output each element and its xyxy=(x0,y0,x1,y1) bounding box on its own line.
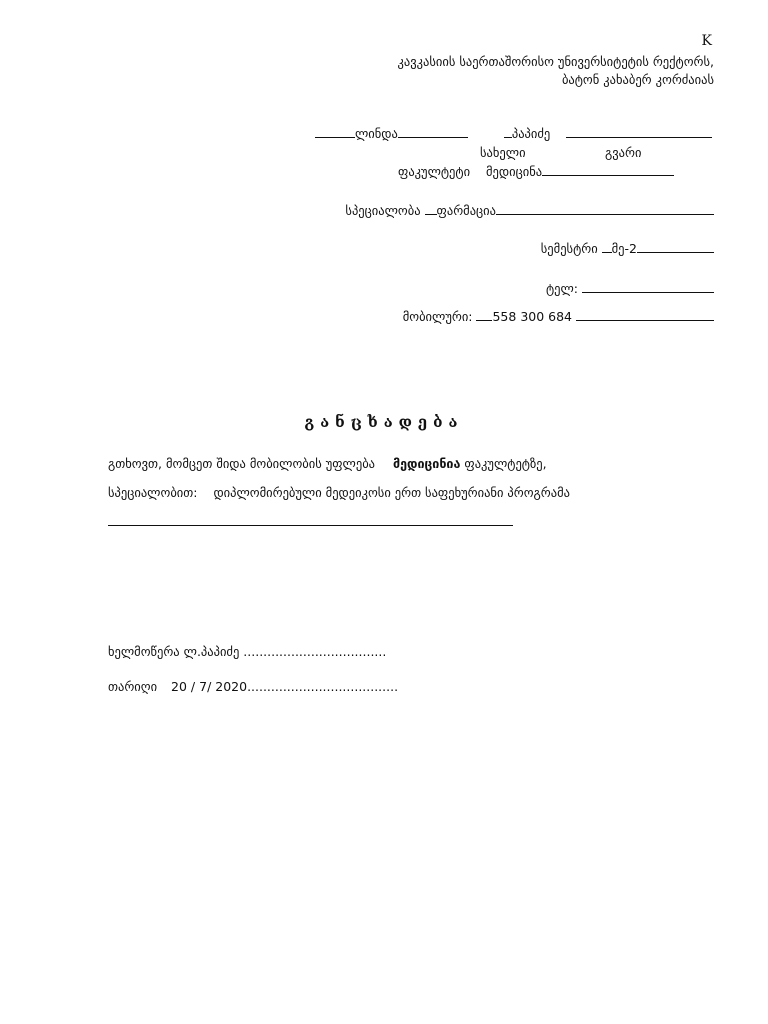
last-name-value: პაპიძე xyxy=(511,126,551,141)
first-name-label: სახელი xyxy=(480,145,526,160)
body-line-2 xyxy=(108,485,570,500)
specialty-row xyxy=(345,202,714,218)
date-dots: ...................................... xyxy=(247,679,399,694)
phone-row xyxy=(546,280,714,296)
signature-row xyxy=(108,644,386,659)
body-line-1-text: გთხოვთ, მომცეთ შიდა მობილობის უფლება xyxy=(108,456,376,471)
header-line-2: ბატონ კახაბერ კორძაიას xyxy=(561,72,714,87)
date-row xyxy=(108,679,398,694)
faculty-row xyxy=(398,163,674,179)
body-line-2-text: სპეციალობით: xyxy=(108,485,198,500)
mobile-value: 558 300 684 xyxy=(492,309,573,324)
signature-name: ლ.პაპიძე xyxy=(183,644,240,659)
date-label: თარიღი xyxy=(108,679,158,694)
semester-value: მე-2 xyxy=(611,241,637,256)
signature-dots: .................................... xyxy=(243,644,387,659)
mobile-label: მობილური: xyxy=(402,309,473,324)
semester-label: სემესტრი xyxy=(540,241,598,256)
last-name-label: გვარი xyxy=(605,145,642,160)
header-line-1: კავკასიის საერთაშორისო უნივერსიტეტის რექტორს, xyxy=(397,54,714,69)
body-line-1-bold: მედიცინია xyxy=(393,456,461,471)
semester-row xyxy=(541,240,714,256)
letter-mark: K xyxy=(701,33,712,49)
date-value: 20 / 7/ 2020 xyxy=(171,679,248,694)
faculty-value: მედიცინა xyxy=(486,164,543,179)
specialty-value: ფარმაცია xyxy=(436,203,496,218)
name-row xyxy=(315,125,712,141)
specialty-label: სპეციალობა xyxy=(345,203,421,218)
body-line-1 xyxy=(108,456,547,471)
document-title: განცხადება xyxy=(304,413,464,431)
first-name-value: ლინდა xyxy=(355,126,398,141)
body-line-1-end: ფაკულტეტზე, xyxy=(464,456,547,471)
mobile-row xyxy=(403,308,714,324)
faculty-label: ფაკულტეტი xyxy=(398,164,471,179)
signature-label: ხელმოწერა xyxy=(108,644,180,659)
phone-label: ტელ: xyxy=(545,281,579,296)
body-underline xyxy=(108,525,513,526)
body-line-2-value: დიპლომირებული მედეიკოსი ერთ საფეხურიანი პროგრამა xyxy=(213,485,570,500)
